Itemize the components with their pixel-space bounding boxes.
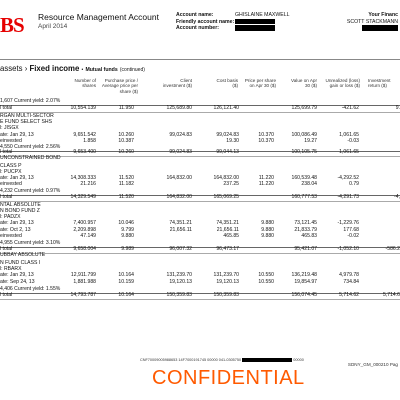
- row-label: ate: Jan 29, 13: [0, 132, 34, 138]
- row-label: l total: [0, 292, 13, 298]
- row-label: l total: [0, 194, 13, 200]
- cell-value: 100,105.75: [291, 149, 317, 155]
- account-info: [176, 12, 289, 32]
- column-header-cost-basis: Cost basis ($): [216, 78, 238, 89]
- cell-price: 10.370: [258, 138, 274, 144]
- cell-number: 14,793.787: [70, 292, 96, 298]
- cell-value: 238.04: [301, 181, 317, 187]
- friendly-name-label: Friendly account name:: [176, 18, 235, 25]
- row-label: N FUND CLASS I: [0, 260, 41, 266]
- redaction-block: [235, 25, 275, 31]
- row-label: l total: [0, 105, 13, 111]
- cell-cost: 19,120.13: [216, 279, 239, 285]
- footer-code: CNF70009005988653 14F7000191745 00000 041-0305750: [140, 358, 242, 362]
- column-header-purchase-price: Purchase price / Average price per share ($): [101, 78, 138, 94]
- cell-inv: 5,714.6: [383, 292, 400, 298]
- cell-client: 74,351.21: [169, 220, 192, 226]
- cell-unrealized: -4,292.52: [337, 175, 359, 181]
- cell-value: 136,219.48: [291, 272, 317, 278]
- cell-value: 19.27: [304, 138, 317, 144]
- cell-client: 150,359.83: [166, 292, 192, 298]
- column-header-client-investment: Client investment ($): [162, 78, 192, 89]
- cell-unrealized: 734.84: [343, 279, 359, 285]
- cell-client: 131,239.70: [166, 272, 192, 278]
- cell-cost: 465.85: [223, 233, 239, 239]
- cell-purchase: 10.164: [118, 272, 134, 278]
- cell-value: 19,854.97: [294, 279, 317, 285]
- row-label: CLASS P: [0, 163, 22, 169]
- cell-number: 12,911.799: [70, 272, 96, 278]
- row-label: ate: Jan 29, 13: [0, 175, 34, 181]
- cell-value: 160,539.48: [291, 175, 317, 181]
- cell-cost: 237.25: [223, 181, 239, 187]
- section-continued: (continued): [119, 67, 145, 73]
- cell-cost: 150,359.83: [213, 292, 239, 298]
- statement-date: April 2014: [38, 23, 68, 30]
- advisor-name: SCOTT STACKMANN: [346, 18, 398, 25]
- cell-purchase: 11.520: [118, 194, 134, 200]
- cell-unrealized: -0.03: [347, 138, 359, 144]
- cell-price: 11.220: [258, 175, 274, 181]
- cell-unrealized: -421.62: [341, 105, 359, 111]
- row-label: 4,955 Current yield: 3.10%: [0, 240, 61, 246]
- cell-cost: 96,473.17: [216, 246, 239, 252]
- header-divider: [0, 59, 400, 60]
- cell-price: 9.880: [261, 220, 274, 226]
- cell-purchase: 10.159: [118, 279, 134, 285]
- cell-client: 21,656.11: [169, 227, 192, 233]
- cell-unrealized: -4,291.73: [337, 194, 359, 200]
- cell-number: 47.149: [80, 233, 96, 239]
- cell-price: 10.550: [258, 272, 274, 278]
- cell-client: 99,024.83: [169, 149, 192, 155]
- redaction-block: [242, 358, 292, 362]
- cell-number: 14,329.549: [70, 194, 96, 200]
- cell-purchase: 10.260: [118, 132, 134, 138]
- ubs-logo: BS: [0, 13, 24, 37]
- table-total-row: [0, 291, 400, 299]
- cell-value: 95,421.07: [294, 246, 317, 252]
- cell-unrealized: 1,061.65: [339, 132, 359, 138]
- cell-unrealized: -1,052.10: [337, 246, 359, 252]
- bates-number: SDNY_GM_000210: [347, 362, 389, 367]
- cell-value: 21,833.79: [294, 227, 317, 233]
- cell-purchase: 11.182: [118, 181, 134, 187]
- cell-purchase: 11.520: [118, 175, 134, 181]
- column-header-investment-return: Investment return ($): [368, 78, 391, 89]
- cell-client: 99,024.83: [169, 132, 192, 138]
- redaction-block: [235, 19, 275, 25]
- column-header-price-per-share: Price per share on Apr 30 ($): [244, 78, 276, 89]
- cell-unrealized: 4,979.78: [339, 272, 359, 278]
- cell-value: 160,777.53: [291, 194, 317, 200]
- cell-cost: 164,832.00: [213, 175, 239, 181]
- row-label: N BOND FUND Z: [0, 208, 40, 214]
- row-label: einvested: [0, 181, 22, 187]
- cell-inv: 9.: [395, 105, 400, 111]
- row-label: l: PADZX: [0, 214, 21, 220]
- section-title: Fixed income: [29, 64, 80, 73]
- cell-purchase: 10.387: [118, 138, 134, 144]
- cell-unrealized: 5,714.62: [339, 292, 359, 298]
- row-label: einvested: [0, 138, 22, 144]
- document-title: Resource Management Account: [38, 12, 159, 22]
- row-label: E FUND SELECT SHS: [0, 119, 52, 125]
- row-label: ate: Jan 29, 13: [0, 272, 34, 278]
- cell-cost: 126,121.40: [213, 105, 239, 111]
- cell-cost: 74,351.21: [216, 220, 239, 226]
- table-total-row: [0, 193, 400, 201]
- cell-purchase: 9.880: [121, 233, 134, 239]
- row-label: UNCONSTRAINED BOND: [0, 155, 61, 161]
- account-number-label: Account number:: [176, 25, 219, 32]
- page-label: Pag: [389, 362, 398, 367]
- column-header-unrealized: Unrealized (loss) gain or loss ($): [325, 78, 360, 89]
- row-label: l: RBARX: [0, 266, 22, 272]
- cell-cost: 165,069.25: [213, 194, 239, 200]
- cell-number: 9,658.004: [73, 246, 96, 252]
- cell-price: 11.220: [258, 181, 274, 187]
- cell-number: 9,653.400: [73, 149, 96, 155]
- cell-inv: -4,: [394, 194, 400, 200]
- footer-page: [348, 362, 398, 367]
- cell-unrealized: -0.02: [347, 233, 359, 239]
- cell-value: 156,074.45: [291, 292, 317, 298]
- table-total-row: [0, 104, 400, 112]
- row-label: ate: Oct 2, 13: [0, 227, 31, 233]
- row-label: 4,406 Current yield: 1.55%: [0, 286, 61, 292]
- footer-code-suffix: 00000: [293, 358, 304, 362]
- cell-price: 9.880: [261, 233, 274, 239]
- cell-price: 10.550: [258, 279, 274, 285]
- row-label: l: JISGX: [0, 125, 19, 131]
- row-label: l total: [0, 246, 13, 252]
- table-row: [0, 154, 400, 162]
- cell-purchase: 11.950: [118, 105, 134, 111]
- cell-purchase: 10.164: [118, 292, 134, 298]
- cell-cost: 21,656.11: [216, 227, 239, 233]
- row-label: ate: Sep 24, 13: [0, 279, 35, 285]
- row-label: 1,607 Current yield: 2.07%: [0, 98, 61, 104]
- cell-price: 9.880: [261, 227, 274, 233]
- cell-unrealized: 1,061.65: [339, 149, 359, 155]
- cell-client: 125,689.80: [166, 105, 192, 111]
- account-name-label: Account name:: [176, 12, 214, 18]
- row-label: RGAN MULTI-SECTOR: [0, 113, 54, 119]
- cell-number: 14,308.333: [70, 175, 96, 181]
- cell-number: 10,554.139: [70, 105, 96, 111]
- advisor-label: Your Financ: [368, 12, 398, 18]
- account-name-value: GHISLAINE MAXWELL: [235, 12, 290, 18]
- footer-barcode-text: [140, 358, 304, 362]
- cell-inv: -586.2: [385, 246, 400, 252]
- row-label: 4,232 Current yield: 0.97%: [0, 188, 61, 194]
- cell-purchase: 9.989: [121, 246, 134, 252]
- cell-number: 21.216: [80, 181, 96, 187]
- row-label: 4,550 Current yield: 2.56%: [0, 144, 61, 150]
- cell-value: 100,086.49: [291, 132, 317, 138]
- cell-client: 96,007.32: [169, 246, 192, 252]
- row-label: l total: [0, 149, 13, 155]
- cell-unrealized: 0.79: [349, 181, 359, 187]
- cell-cost: 99,024.83: [216, 132, 239, 138]
- cell-cost: 131,239.70: [213, 272, 239, 278]
- separator-icon: •: [81, 67, 84, 73]
- cell-unrealized: -1,229.76: [337, 220, 359, 226]
- cell-number: 1,881.988: [73, 279, 96, 285]
- cell-number: 9,651.542: [73, 132, 96, 138]
- row-label: UBBAY ABSOLUTE: [0, 252, 46, 258]
- redaction-block: [362, 25, 398, 31]
- cell-cost: 19.30: [226, 138, 239, 144]
- separator-icon: ›: [24, 64, 28, 73]
- advisor-info: [347, 12, 398, 32]
- row-divider: [0, 299, 400, 300]
- section-prefix: assets: [0, 64, 23, 73]
- cell-number: 2,209.898: [73, 227, 96, 233]
- confidential-stamp: CONFIDENTIAL: [152, 367, 305, 389]
- row-label: l: PUCPX: [0, 169, 22, 175]
- cell-value: 125,699.79: [291, 105, 317, 111]
- row-label: ate: Jan 29, 13: [0, 220, 34, 226]
- cell-unrealized: 177.68: [343, 227, 359, 233]
- row-label: einvested: [0, 233, 22, 239]
- cell-price: 10.370: [258, 132, 274, 138]
- cell-client: 19,120.13: [169, 279, 192, 285]
- cell-cost: 99,044.13: [216, 149, 239, 155]
- section-heading: [0, 64, 145, 73]
- cell-value: 465.83: [301, 233, 317, 239]
- section-subtitle: Mutual funds: [85, 67, 118, 73]
- cell-client: 164,832.00: [166, 194, 192, 200]
- cell-client: 164,832.00: [166, 175, 192, 181]
- cell-value: 73,121.45: [294, 220, 317, 226]
- cell-number: 1.858: [83, 138, 96, 144]
- row-label: NTAL ABSOLUTE: [0, 202, 41, 208]
- cell-purchase: 10.046: [118, 220, 134, 226]
- column-header-number: Number of shares: [74, 78, 96, 89]
- cell-number: 7,400.957: [73, 220, 96, 226]
- column-header-value: Value on Apr 30 ($): [291, 78, 317, 89]
- cell-purchase: 10.260: [118, 149, 134, 155]
- table-row: [0, 251, 400, 259]
- cell-purchase: 9.799: [121, 227, 134, 233]
